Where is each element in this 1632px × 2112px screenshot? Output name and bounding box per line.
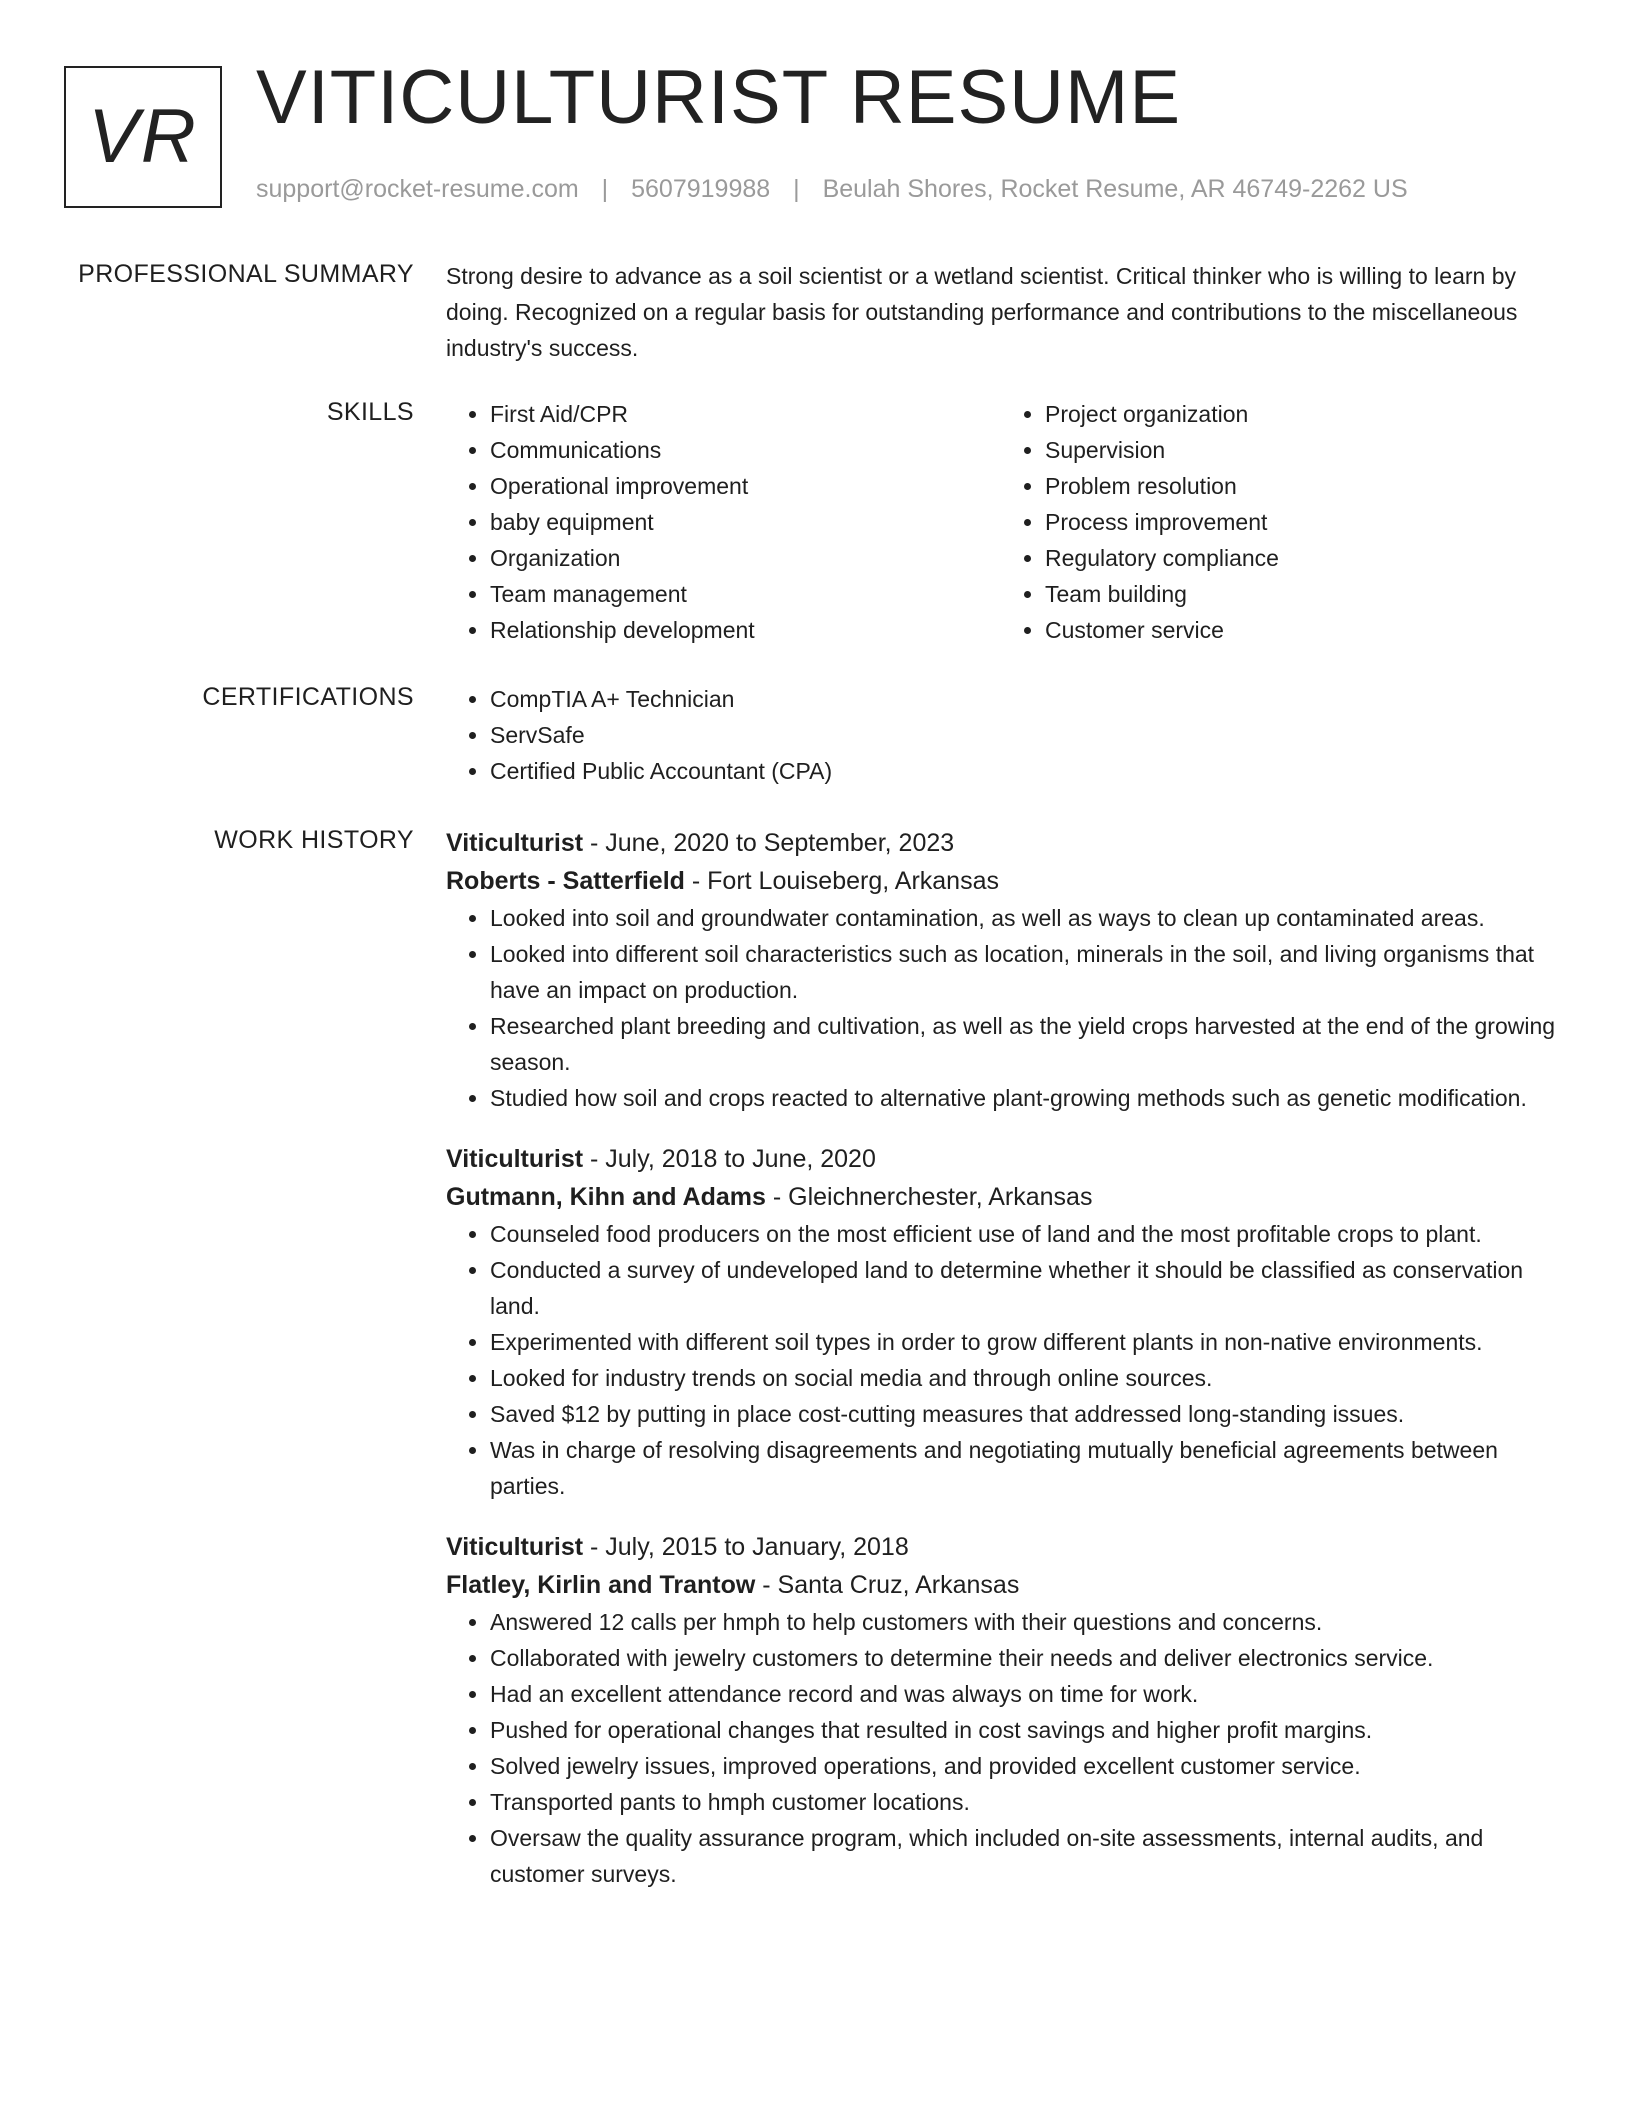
skill-item: • Process improvement — [1045, 504, 1556, 540]
skill-item: • Project organization — [1045, 396, 1556, 432]
job-company: Roberts - Satterfield — [446, 867, 685, 895]
contact-separator: | — [793, 175, 800, 203]
monogram-initials: VR — [88, 94, 198, 179]
skill-item: • Team building — [1045, 576, 1556, 612]
job-title-line — [446, 1140, 1556, 1178]
certification-item: • ServSafe — [490, 717, 1556, 753]
skill-item: • Team management — [490, 576, 1001, 612]
skill-item: • Operational improvement — [490, 468, 1001, 504]
certifications-body — [446, 681, 1556, 789]
skills-list-right — [1001, 396, 1556, 648]
certification-item: • Certified Public Accountant (CPA) — [490, 753, 1556, 789]
job-duty: • Was in charge of resolving disagreements and negotiating mutually beneficial agreements between parties. — [490, 1432, 1556, 1504]
skills-body — [446, 396, 1556, 648]
job-title: Viticulturist — [446, 1145, 584, 1173]
job-entry — [446, 1528, 1556, 1892]
contact-address: Beulah Shores, Rocket Resume, AR 46749-2262 US — [822, 175, 1408, 203]
job-entry — [446, 1140, 1556, 1504]
work-history-heading: WORK HISTORY — [214, 826, 414, 854]
job-entry — [446, 824, 1556, 1116]
job-duty: • Collaborated with jewelry customers to determine their needs and deliver electronics service. — [490, 1640, 1556, 1676]
job-duty: • Experimented with different soil types in order to grow different plants in non-native environments. — [490, 1324, 1556, 1360]
job-location: - Santa Cruz, Arkansas — [755, 1571, 1020, 1599]
job-duty: • Conducted a survey of undeveloped land to determine whether it should be classified as conservation land. — [490, 1252, 1556, 1324]
skill-item: • Regulatory compliance — [1045, 540, 1556, 576]
job-duty: • Pushed for operational changes that resulted in cost savings and higher profit margins. — [490, 1712, 1556, 1748]
monogram-box — [64, 66, 222, 208]
job-company-line — [446, 1178, 1556, 1216]
job-duties-list — [446, 900, 1556, 1116]
job-title: Viticulturist — [446, 829, 584, 857]
job-duty: • Counseled food producers on the most efficient use of land and the most profitable crops to plant. — [490, 1216, 1556, 1252]
job-duty: • Transported pants to hmph customer locations. — [490, 1784, 1556, 1820]
job-duty: • Looked for industry trends on social media and through online sources. — [490, 1360, 1556, 1396]
job-duties-list — [446, 1216, 1556, 1504]
job-duty: • Looked into soil and groundwater contamination, as well as ways to clean up contaminated areas. — [490, 900, 1556, 936]
certification-item: • CompTIA A+ Technician — [490, 681, 1556, 717]
job-location: - Gleichnerchester, Arkansas — [765, 1183, 1093, 1211]
job-title-line — [446, 1528, 1556, 1566]
job-duty: • Oversaw the quality assurance program, which included on-site assessments, internal audits, and customer surveys. — [490, 1820, 1556, 1892]
job-company: Flatley, Kirlin and Trantow — [446, 1571, 756, 1599]
job-duty: • Answered 12 calls per hmph to help customers with their questions and concerns. — [490, 1604, 1556, 1640]
contact-phone: 5607919988 — [631, 175, 771, 203]
contact-line — [256, 174, 1408, 204]
job-duty: • Studied how soil and crops reacted to alternative plant-growing methods such as genetic modification. — [490, 1080, 1556, 1116]
summary-body — [446, 258, 1556, 366]
skill-item: • Customer service — [1045, 612, 1556, 648]
job-duties-list — [446, 1604, 1556, 1892]
job-duty: • Solved jewelry issues, improved operations, and provided excellent customer service. — [490, 1748, 1556, 1784]
job-company: Gutmann, Kihn and Adams — [446, 1183, 766, 1211]
skills-heading: SKILLS — [326, 398, 414, 426]
certifications-list — [446, 681, 1556, 789]
job-location: - Fort Louiseberg, Arkansas — [684, 867, 999, 895]
skill-item: • First Aid/CPR — [490, 396, 1001, 432]
contact-email: support@rocket-resume.com — [256, 175, 579, 203]
skill-item: • baby equipment — [490, 504, 1001, 540]
certifications-heading: CERTIFICATIONS — [202, 683, 414, 711]
job-duty: • Saved $12 by putting in place cost-cutting measures that addressed long-standing issues. — [490, 1396, 1556, 1432]
job-title-line — [446, 824, 1556, 862]
job-dates: - June, 2020 to September, 2023 — [583, 829, 955, 857]
skill-item: • Communications — [490, 432, 1001, 468]
summary-text: Strong desire to advance as a soil scientist or a wetland scientist. Critical thinker who is willing to learn by doing. Recognized on a regular basis for outstanding performance and contributions to the miscellaneous industry's success. — [446, 263, 1518, 361]
job-company-line — [446, 862, 1556, 900]
job-dates: - July, 2015 to January, 2018 — [583, 1533, 909, 1561]
skill-item: • Relationship development — [490, 612, 1001, 648]
skill-item: • Problem resolution — [1045, 468, 1556, 504]
work-history-body — [446, 824, 1556, 1916]
job-duty: • Researched plant breeding and cultivation, as well as the yield crops harvested at the end of the growing season. — [490, 1008, 1556, 1080]
skill-item: • Supervision — [1045, 432, 1556, 468]
job-duty: • Had an excellent attendance record and was always on time for work. — [490, 1676, 1556, 1712]
skill-item: • Organization — [490, 540, 1001, 576]
resume-title: VITICULTURIST RESUME — [256, 55, 1182, 140]
job-company-line — [446, 1566, 1556, 1604]
job-dates: - July, 2018 to June, 2020 — [583, 1145, 876, 1173]
job-duty: • Looked into different soil characteristics such as location, minerals in the soil, and living organisms that have an impact on production. — [490, 936, 1556, 1008]
summary-heading: PROFESSIONAL SUMMARY — [78, 260, 414, 288]
skills-list-left — [446, 396, 1001, 648]
contact-separator: | — [601, 175, 609, 203]
job-title: Viticulturist — [446, 1533, 584, 1561]
